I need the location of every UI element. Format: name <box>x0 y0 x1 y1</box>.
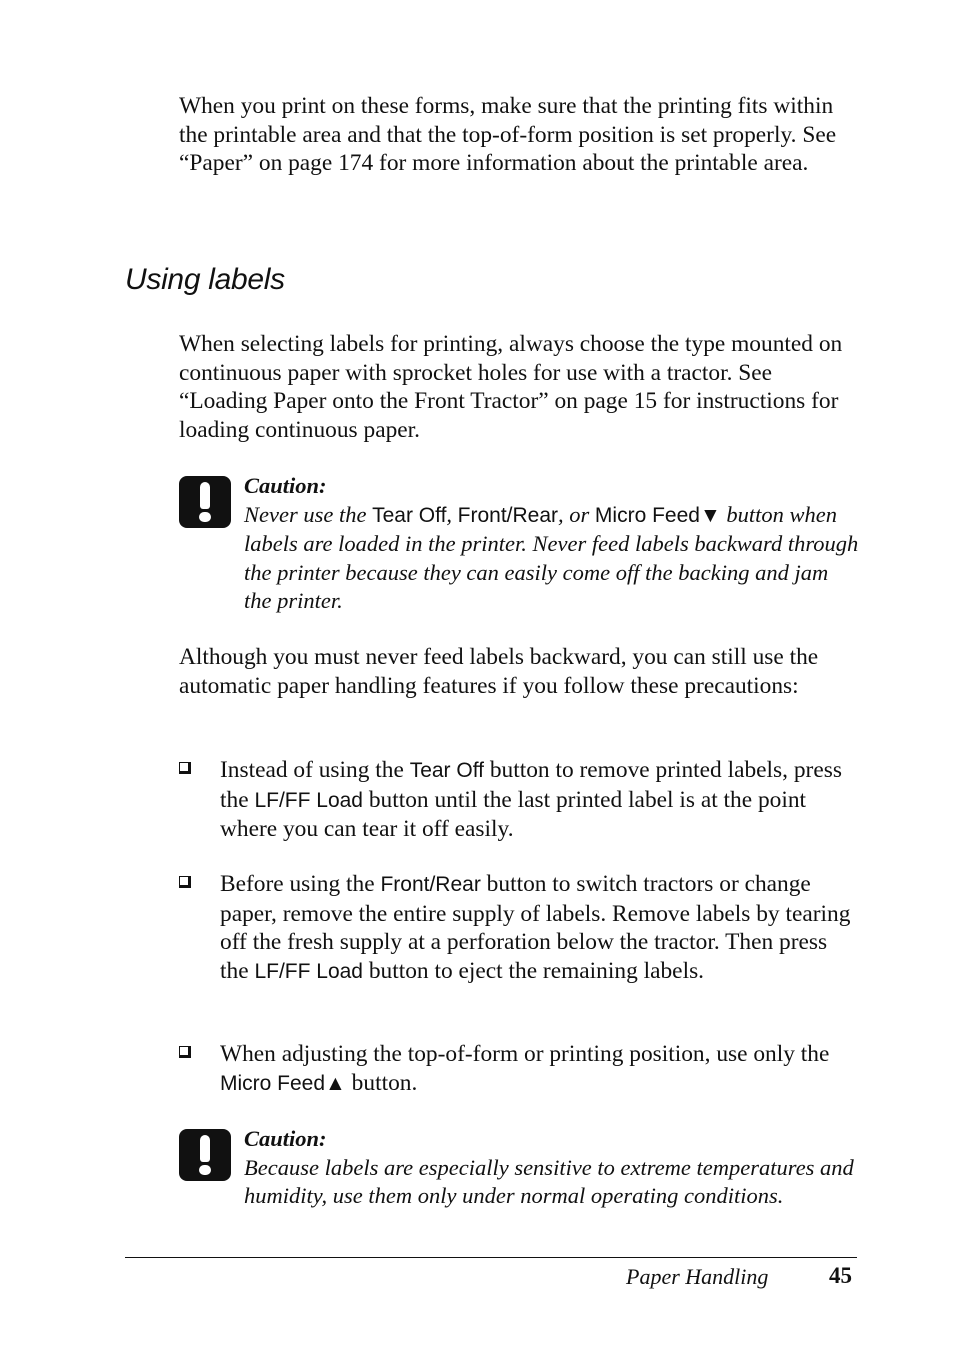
lf-ff-load-button-name: LF/FF Load <box>254 788 363 812</box>
front-rear-button-name: Front/Rear <box>380 873 481 896</box>
caution-icon <box>179 1129 231 1181</box>
footer-chapter-title: Paper Handling <box>626 1264 769 1289</box>
micro-feed-up-button-name: Micro Feed▲ <box>220 1071 346 1095</box>
page-number: 45 <box>829 1263 852 1288</box>
tear-off-button-name: Tear Off <box>409 759 484 782</box>
caution-body: Never use the Tear Off, Front/Rear, or Micro Feed▼ button when labels are loaded in the printer. Never feed labels backward through the printer because they can easily come off the backing and jam the printer. <box>244 501 859 614</box>
caution-text-2 <box>244 1125 860 1211</box>
section-heading: Using labels <box>125 263 285 296</box>
tear-off-button-name: Tear Off <box>372 503 447 527</box>
micro-feed-down-button-name: Micro Feed▼ <box>594 503 721 527</box>
intro-paragraph: When you print on these forms, make sure that the printing fits within the printable area and that the top-of-form position is set properly. See “Paper” on page 174 for more information about the printable area. <box>179 93 837 177</box>
caution-body: Because labels are especially sensitive to extreme temperatures and humidity, use them only under normal operating conditions. <box>244 1154 854 1209</box>
checkbox-bullet-icon <box>179 1046 191 1058</box>
precautions-paragraph: Although you must never feed labels backward, you can still use the automatic paper handling features if you follow these precautions: <box>179 644 819 699</box>
front-rear-button-name: Front/Rear <box>457 503 559 527</box>
checkbox-bullet-icon <box>179 762 191 774</box>
labels-paragraph: When selecting labels for printing, always choose the type mounted on continuous paper with sprocket holes for use with a tractor. See “Loading Paper onto the Front Tractor” on page 15 for instructions for loading continuous paper. <box>179 331 843 443</box>
footer-rule <box>125 1257 857 1258</box>
caution-title: Caution: <box>244 473 327 498</box>
lf-ff-load-button-name: LF/FF Load <box>254 959 363 983</box>
checkbox-bullet-icon <box>179 876 191 888</box>
caution-text-1 <box>244 472 860 616</box>
caution-title: Caution: <box>244 1126 327 1151</box>
caution-icon <box>179 476 231 528</box>
